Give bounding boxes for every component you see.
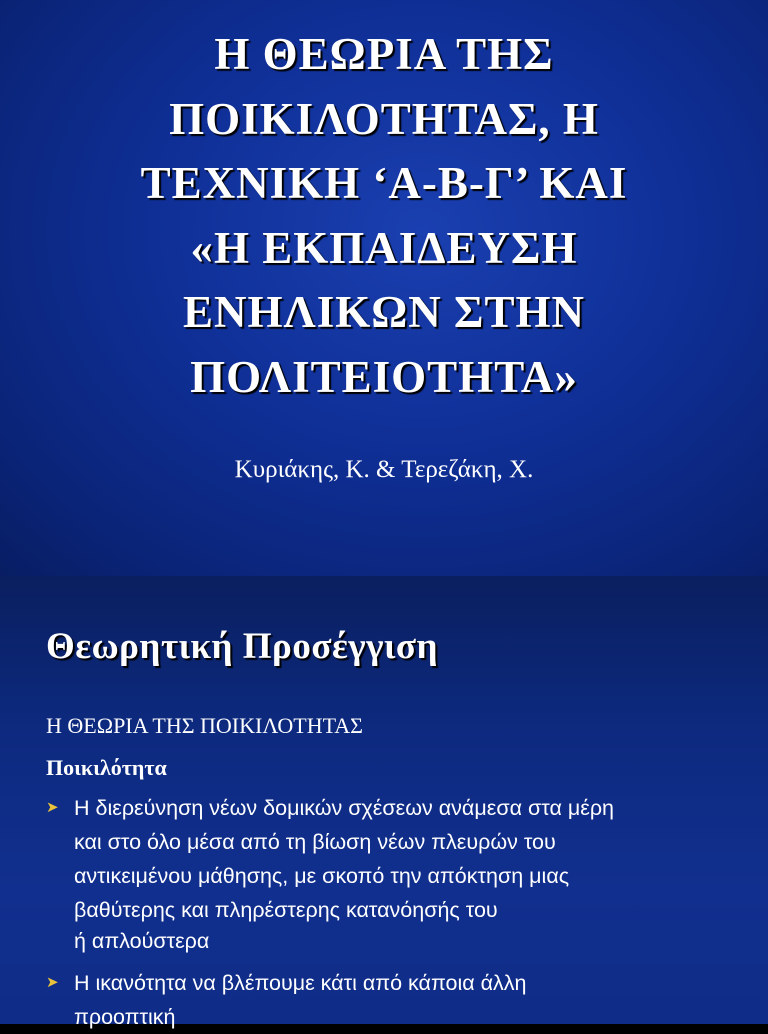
- bullet-item: [46, 791, 736, 927]
- arrow-bullet-icon: ➤: [46, 974, 59, 991]
- arrow-bullet-icon: ➤: [46, 799, 59, 816]
- title-line-3: ΤΕΧΝΙΚΗ ‘Α-Β-Γ’ ΚΑΙ: [140, 158, 628, 208]
- term-label: Ποικιλότητα: [46, 755, 167, 780]
- authors-subtitle: Κυριάκης, Κ. & Τερεζάκη, Χ.: [234, 456, 534, 483]
- slide-title: [20, 22, 748, 409]
- bullet-line: Η διερεύνηση νέων δομικών σχέσεων ανάμεσα στα μέρη: [74, 796, 615, 820]
- title-line-5: ΕΝΗΛΙΚΩΝ ΣΤΗΝ: [182, 287, 585, 337]
- bullet-line: προοπτική: [74, 1005, 176, 1029]
- bullet-line: Η ικανότητα να βλέπουμε κάτι από κάποια άλλη: [74, 971, 527, 995]
- bullet-line: βαθύτερης και πληρέστερης κατανόησής του: [74, 898, 498, 922]
- title-line-2: ΠΟΙΚΙΛΟΤΗΤΑΣ, Η: [169, 93, 599, 144]
- title-line-6: ΠΟΛΙΤΕΙΟΤΗΤΑ»: [190, 351, 578, 402]
- content-slide-title: Θεωρητική Προσέγγιση: [46, 626, 439, 667]
- plain-text-line: ή απλούστερα: [74, 929, 210, 953]
- title-line-1: Η ΘΕΩΡΙΑ ΤΗΣ: [214, 29, 554, 79]
- bullet-text: [46, 791, 736, 927]
- title-line-4: «Η ΕΚΠΑΙΔΕΥΣΗ: [190, 222, 578, 273]
- bullet-line: και στο όλο μέσα από τη βίωση νέων πλευρών του: [74, 830, 556, 854]
- bullet-line: αντικειμένου μάθησης, με σκοπό την απόκτηση μιας: [74, 864, 570, 888]
- section-heading: Η ΘΕΩΡΙΑ ΤΗΣ ΠΟΙΚΙΛΟΤΗΤΑΣ: [46, 713, 363, 738]
